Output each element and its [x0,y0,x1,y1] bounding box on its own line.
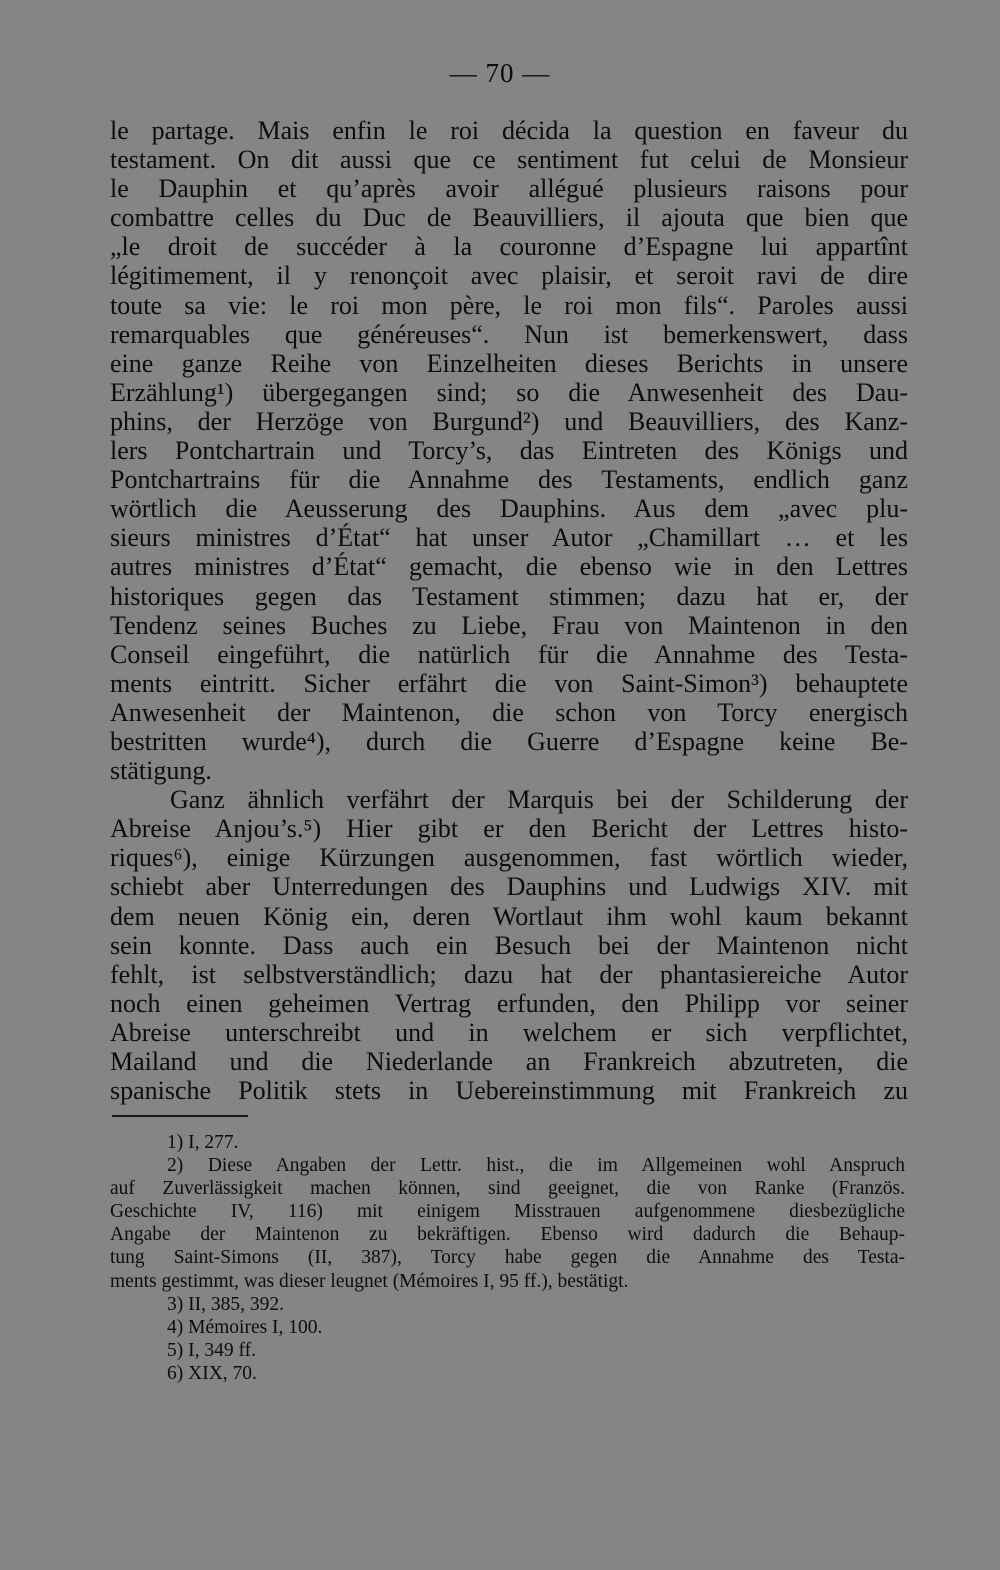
text-line: testament. On dit aussi que ce sentiment fut celui de Monsieur [110,145,908,175]
footnote-line: 1) I, 277. [167,1132,239,1153]
text-line: Anwesenheit der Maintenon, die schon von Torcy energisch [110,697,908,727]
text-line: combattre celles du Duc de Beauvilliers, il ajouta que bien que [110,203,908,233]
text-line: Conseil eingeführt, die natürlich für die Annahme des Testa- [110,639,908,669]
text-line: „le droit de succéder à la couronne d’Espagne lui appartînt [110,232,908,262]
main-text [110,116,908,1105]
text-line: sein konnte. Dass auch ein Besuch bei der Maintenon nicht [110,930,908,960]
text-line: autres ministres d’État“ gemacht, die ebenso wie in den Lettres [110,552,908,582]
footnote-line: 5) I, 349 ff. [167,1339,256,1361]
text-line: dem neuen König ein, deren Wortlaut ihm wohl kaum bekannt [110,901,908,931]
text-line: fehlt, ist selbstverständlich; dazu hat der phantasiereiche Autor [110,959,908,989]
text-line: historiques gegen das Testament stimmen; dazu hat er, der [110,581,908,611]
footnote-line: Geschichte IV, 116) mit einigem Misstrauen aufgenommene diesbezügliche [110,1201,905,1223]
text-line: le Dauphin et qu’après avoir allégué plusieurs raisons pour [110,174,908,204]
text-line: phins, der Herzöge von Burgund²) und Beauvilliers, des Kanz- [110,406,908,436]
text-line: Abreise Anjou’s.⁵) Hier gibt er den Bericht der Lettres histo- [110,814,908,844]
text-line: wörtlich die Aeusserung des Dauphins. Aus dem „avec plu- [110,494,908,524]
footnote-line: tung Saint-Simons (II, 387), Torcy habe gegen die Annahme des Testa- [110,1247,905,1269]
text-line: le partage. Mais enfin le roi décida la question en faveur du [110,116,908,145]
text-line: toute sa vie: le roi mon père, le roi mon fils“. Paroles aussi [110,290,908,320]
footnote-line: Angabe der Maintenon zu bekräftigen. Ebenso wird dadurch die Behaup- [110,1224,905,1246]
footnotes [110,1131,905,1385]
text-line: bestritten wurde⁴), durch die Guerre d’Espagne keine Be- [110,726,908,756]
text-line: sieurs ministres d’État“ hat unser Autor „Chamillart … et les [110,523,908,553]
footnote-line: 3) II, 385, 392. [167,1293,284,1315]
footnote-line: 6) XIX, 70. [167,1362,257,1384]
text-line: légitimement, il y renonçoit avec plaisir, et seroit ravi de dire [110,261,908,291]
text-line: stätigung. [110,756,212,786]
text-line: Erzählung¹) übergegangen sind; so die Anwesenheit des Dau- [110,377,908,407]
text-line: remarquables que généreuses“. Nun ist bemerkenswert, dass [110,319,908,349]
text-line: lers Pontchartrain und Torcy’s, das Eintreten des Königs und [110,436,908,466]
footnote-line: auf Zuverlässigkeit machen können, sind geeignet, die von Ranke (Französ. [110,1178,905,1200]
footnote-line: 4) Mémoires I, 100. [167,1316,323,1338]
text-line: ments eintritt. Sicher erfährt die von Saint-Simon³) behauptete [110,668,908,698]
text-line: riques⁶), einige Kürzungen ausgenommen, fast wörtlich wieder, [110,843,908,873]
text-line: Tendenz seines Buches zu Liebe, Frau von Maintenon in den [110,610,908,640]
footnote-line: ments gestimmt, was dieser leugnet (Mémoires I, 95 ff.), bestätigt. [110,1270,629,1292]
text-line: Mailand und die Niederlande an Frankreich abzutreten, die [110,1047,908,1076]
text-line: schiebt aber Unterredungen des Dauphins und Ludwigs XIV. mit [110,872,908,902]
footnote-divider [112,1115,248,1117]
text-line: Ganz ähnlich verfährt der Marquis bei der Schilderung der [170,785,908,815]
text-line: noch einen geheimen Vertrag erfunden, den Philipp vor seiner [110,988,908,1018]
page-number: — 70 — [449,58,551,88]
text-line: Abreise unterschreibt und in welchem er sich verpflichtet, [110,1017,908,1047]
text-line: spanische Politik stets in Uebereinstimmung mit Frankreich zu [110,1076,908,1106]
footnote-line: 2) Diese Angaben der Lettr. hist., die im Allgemeinen wohl Anspruch [167,1155,905,1177]
text-line: eine ganze Reihe von Einzelheiten dieses Berichts in unsere [110,348,908,378]
text-line: Pontchartrains für die Annahme des Testaments, endlich ganz [110,465,908,495]
